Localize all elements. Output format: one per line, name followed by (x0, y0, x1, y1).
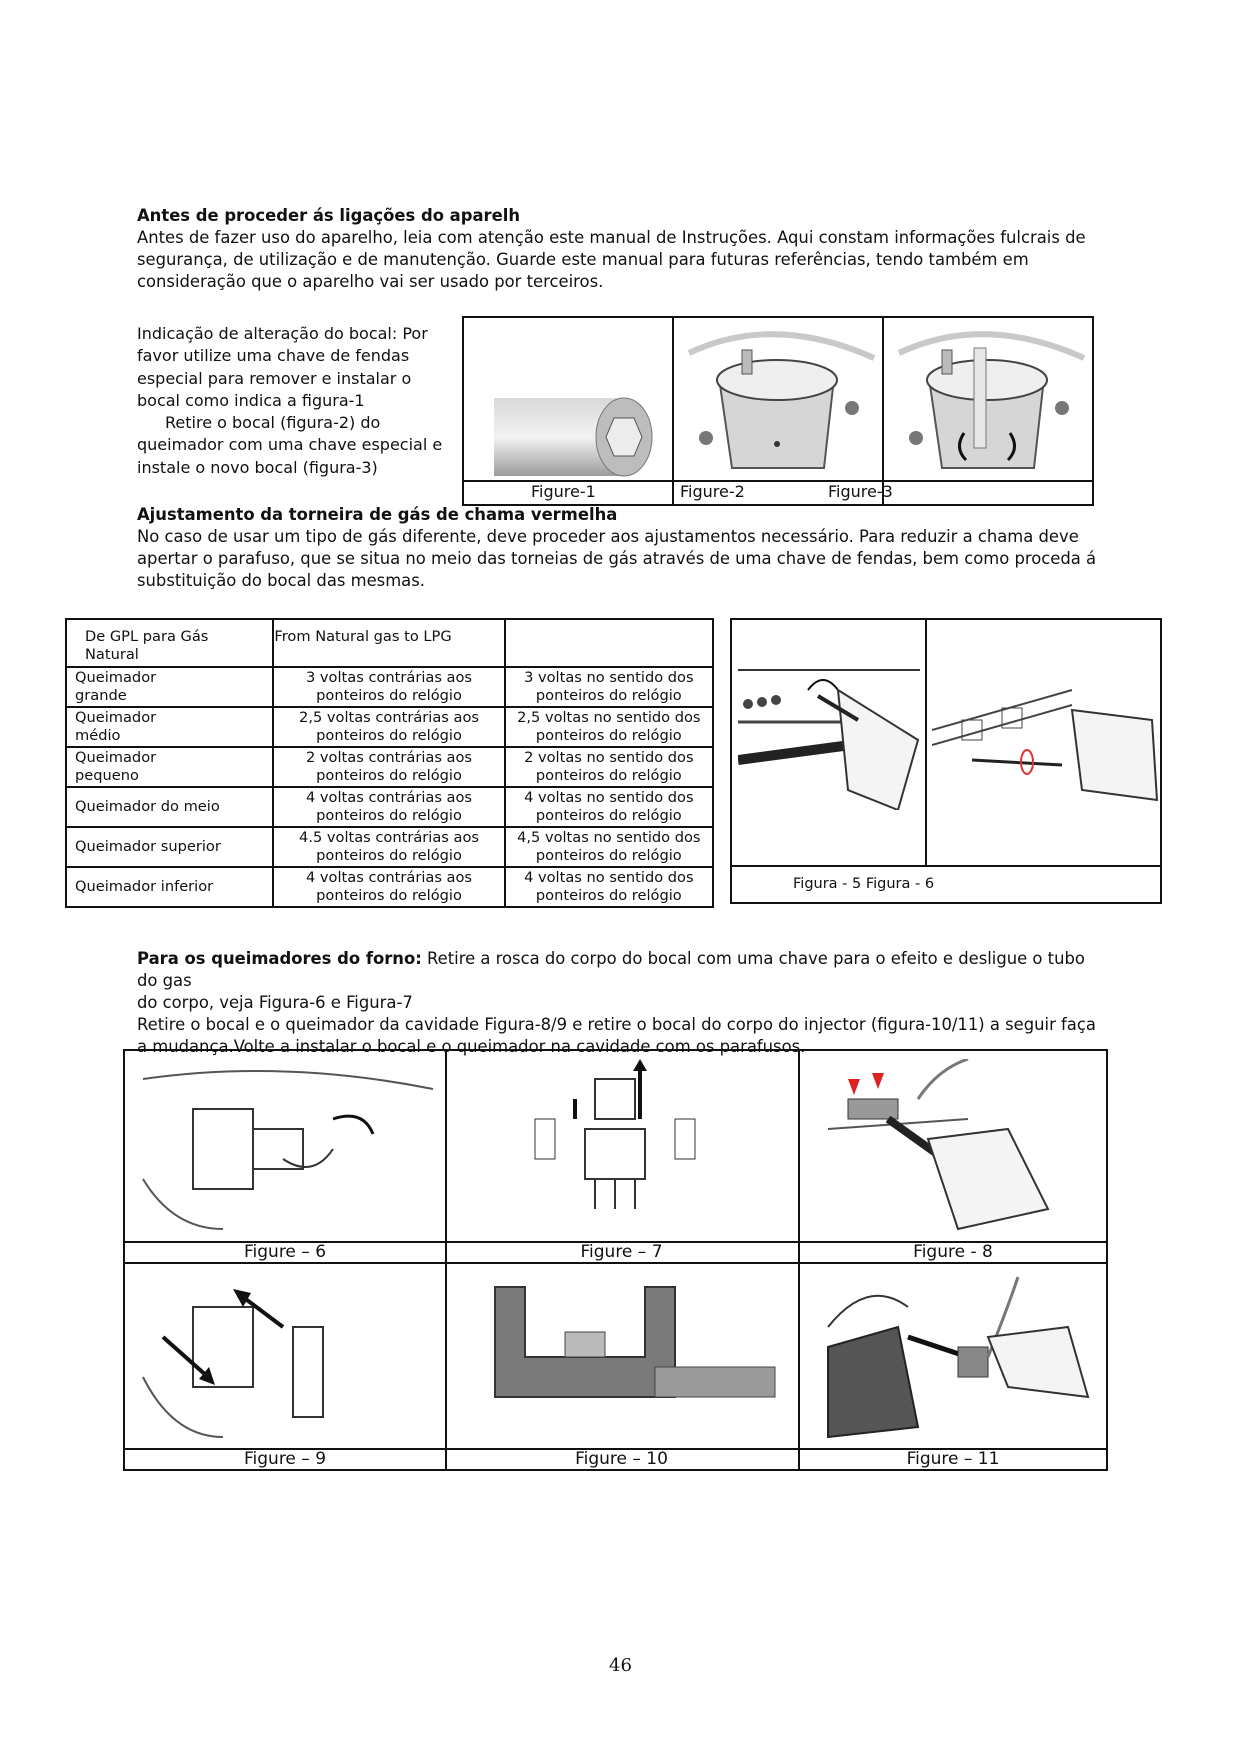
nozzle-line: favor utilize uma chave de fendas (137, 346, 410, 366)
oven-line: Retire o bocal e o queimador da cavidade Figura-8/9 e retire o bocal do corpo do injector (figura-10/11) a seguir faça (137, 1015, 1096, 1034)
nozzle-line: bocal como indica a figura-1 (137, 390, 365, 410)
adjust-line: apertar o parafuso, que se situa no meio das torneias de gás através de uma chave de fendas, bem como proceda á (137, 549, 1097, 568)
figure-1-cell (464, 318, 674, 504)
intro-line: segurança, de utilização e de manutenção. Guarde este manual para futuras referências, tendo também em (137, 250, 1029, 269)
oven-heading: Para os queimadores do forno: (137, 949, 422, 968)
nozzle-line: Indicação de alteração do bocal: Por (137, 324, 428, 343)
natural-to-lpg-value: 4 voltas no sentido dos ponteiros do relógio (505, 867, 713, 907)
adjust-heading: Ajustamento da torneira de gás de chama vermelha (137, 505, 618, 524)
nozzle-line: instale o novo bocal (figura-3) (137, 457, 378, 477)
figure-10-caption: Figure – 10 (575, 1449, 668, 1469)
figure-7-caption: Figure – 7 (580, 1242, 663, 1262)
table-header: De GPL para Gás Natural (66, 619, 273, 667)
oven-section (137, 948, 1097, 1058)
gas-conversion-table (65, 618, 714, 908)
table-header (505, 619, 713, 667)
intro-heading: Antes de proceder ás ligações do aparelh (137, 206, 521, 225)
oven-line: do corpo, veja Figura-6 e Figura-7 (137, 993, 413, 1012)
natural-to-lpg-value: 3 voltas no sentido dos ponteiros do relógio (505, 667, 713, 707)
adjust-line: No caso de usar um tipo de gás diferente, deve proceder aos ajustamentos necessário. Para reduzir a chama deve (137, 527, 1079, 546)
page-number: 46 (609, 1655, 632, 1676)
natural-to-lpg-value: 4 voltas no sentido dos ponteiros do relógio (505, 787, 713, 827)
burner-name: Queimador do meio (66, 787, 273, 827)
adjust-section (137, 504, 1097, 592)
fig56-divider-h (732, 865, 1160, 867)
burner-cup-illustration (674, 318, 880, 478)
valve-screwdriver-illustration (932, 670, 1158, 810)
oven-line: Para os queimadores do forno: Retire a rosca do corpo do bocal com uma chave para o efeito e desligue o tubo do gas (137, 949, 1085, 990)
burner-nozzle-rotate-illustration (884, 318, 1090, 478)
burner-name: Queimador pequeno (66, 747, 273, 787)
nozzle-instructions (137, 323, 457, 479)
figure-9-caption: Figure – 9 (243, 1449, 327, 1469)
figure-3-caption: Figure-3 (828, 482, 893, 501)
adjust-line: substituição do bocal das mesmas. (137, 571, 425, 590)
table-row (66, 707, 713, 747)
figure-3-cell (884, 318, 1094, 504)
natural-to-lpg-value: 2 voltas no sentido dos ponteiros do relógio (505, 747, 713, 787)
grid-divider (125, 1262, 1106, 1264)
figure-6-caption: Figure – 6 (243, 1242, 327, 1262)
figure-9-illustration (133, 1267, 439, 1443)
figure-2-cell (674, 318, 884, 504)
fig56-caption: Figura - 5 Figura - 6 (793, 876, 935, 892)
lpg-to-natural-value: 3 voltas contrárias aos ponteiros do relógio (273, 667, 504, 707)
table-row (66, 667, 713, 707)
figure-5-6-box (730, 618, 1162, 904)
figure-11-illustration (808, 1267, 1100, 1443)
figure-6-illustration (133, 1059, 439, 1237)
table-header-row (66, 619, 713, 667)
oven-line: a mudança.Volte a instalar o bocal e o queimador na cavidade com os parafusos. (137, 1037, 806, 1056)
intro-line: consideração que o aparelho vai ser usado por terceiros. (137, 272, 604, 291)
nozzle-line: especial para remover e instalar o (137, 368, 412, 388)
nozzle-figures (462, 316, 1094, 506)
oven-figures-grid (123, 1049, 1108, 1471)
natural-to-lpg-value: 4,5 voltas no sentido dos ponteiros do relógio (505, 827, 713, 867)
table-row (66, 827, 713, 867)
lpg-to-natural-value: 4.5 voltas contrárias aos ponteiros do relógio (273, 827, 504, 867)
nozzle-line: Retire o bocal (figura-2) do (165, 413, 381, 433)
natural-to-lpg-value: 2,5 voltas no sentido dos ponteiros do relógio (505, 707, 713, 747)
figure-7-illustration (455, 1059, 791, 1237)
nozzle-wrench-illustration (464, 318, 670, 478)
burner-name: Queimador grande (66, 667, 273, 707)
lpg-to-natural-value: 2,5 voltas contrárias aos ponteiros do relógio (273, 707, 504, 747)
figure-1-caption: Figure-1 (531, 482, 596, 501)
tap-adjust-illustration (738, 660, 920, 810)
figure-10-illustration (455, 1267, 791, 1443)
figure-8-illustration (808, 1059, 1100, 1237)
fig56-divider-v (925, 620, 927, 866)
figure-2-caption: Figure-2 (680, 482, 745, 501)
table-header: From Natural gas to LPG (273, 619, 504, 667)
figure-11-caption: Figure – 11 (906, 1449, 1000, 1469)
table-row (66, 747, 713, 787)
table-row (66, 787, 713, 827)
figure-8-caption: Figure - 8 (913, 1242, 993, 1262)
intro-line: Antes de fazer uso do aparelho, leia com atenção este manual de Instruções. Aqui constam informações fulcrais de (137, 228, 1086, 247)
lpg-to-natural-value: 4 voltas contrárias aos ponteiros do relógio (273, 787, 504, 827)
burner-name: Queimador superior (66, 827, 273, 867)
burner-name: Queimador inferior (66, 867, 273, 907)
lpg-to-natural-value: 2 voltas contrárias aos ponteiros do relógio (273, 747, 504, 787)
intro-section (137, 205, 1097, 293)
table-row (66, 867, 713, 907)
lpg-to-natural-value: 4 voltas contrárias aos ponteiros do relógio (273, 867, 504, 907)
nozzle-line: queimador com uma chave especial e (137, 435, 443, 455)
burner-name: Queimador médio (66, 707, 273, 747)
